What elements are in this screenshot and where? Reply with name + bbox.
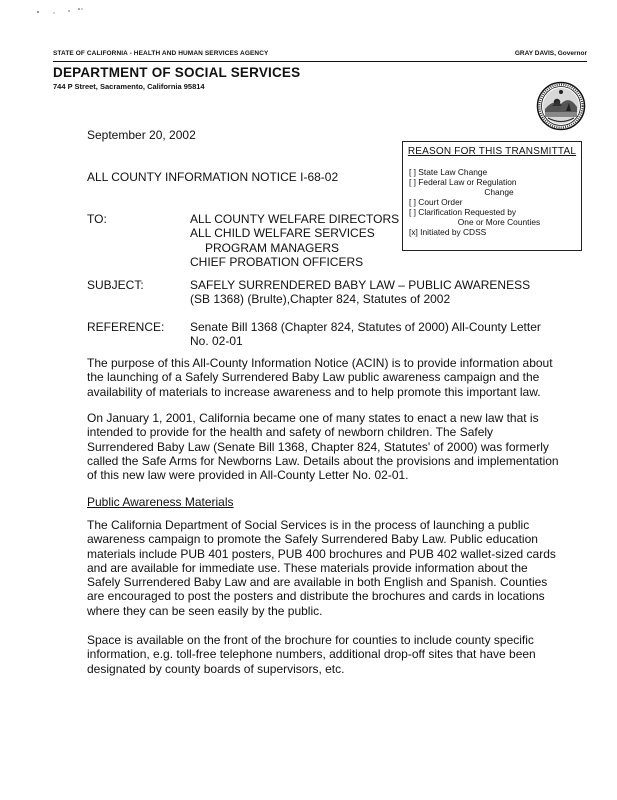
reason-item: [ ] State Law Change: [409, 167, 488, 177]
agency-line: STATE OF CALIFORNIA - HEALTH AND HUMAN SERVICES AGENCY: [53, 50, 269, 57]
body-paragraph: On January 1, 2001, California became one of many states to enact a new law that is intended to provide for the health and safety of newborn children. The Safely Surrendered Baby Law (Senate Bill 1368, Chapter 824, Statutes' of 2000) was formerly called the Safe Arms for Newborns Law. Details about the provisions and implementation of this new law were provided in All-County Letter No. 02-01.: [87, 411, 559, 483]
notice-number: ALL COUNTY INFORMATION NOTICE I-68-02: [87, 170, 339, 184]
recipient: ALL COUNTY WELFARE DIRECTORS: [190, 212, 400, 226]
scan-specks: [36, 4, 106, 16]
letter-date: September 20, 2002: [87, 128, 196, 142]
department-name: DEPARTMENT OF SOCIAL SERVICES: [53, 65, 301, 80]
governor-line: GRAY DAVIS, Governor: [514, 50, 587, 57]
reason-list: [409, 167, 577, 237]
recipient: CHIEF PROBATION OFFICERS: [190, 254, 364, 269]
reason-item-continuation: Change: [484, 187, 514, 197]
subject-label: SUBJECT:: [87, 278, 144, 292]
state-seal-icon: [536, 81, 586, 131]
letterhead-rule: [53, 61, 587, 62]
subject-text: SAFELY SURRENDERED BABY LAW – PUBLIC AWARENESS (SB 1368) (Brulte),Chapter 824, Statutes of 2002: [190, 278, 531, 307]
body-paragraph: Space is available on the front of the brochure for counties to include county specific information, e.g. toll-free telephone numbers, additional drop-off sites that have been designated by county boards of supervisors, etc.: [87, 633, 536, 676]
reason-item: [ ] Court Order: [409, 197, 463, 207]
body-paragraph: The California Department of Social Services is in the process of launching a public awareness campaign to promote the Safely Surrendered Baby Law. Public education materials include PUB 401 posters, PUB 400 brochures and PUB 402 wallet-sized cards and are available for immediate use. These materials provide information about the Safely Surrendered Baby Law and are available in both English and Spanish. Counties are encouraged to post the posters and distribute the brochures and cards in locations where they can be seen easily by the public.: [87, 518, 556, 618]
recipient: ALL CHILD WELFARE SERVICES: [190, 226, 375, 241]
recipient-list: [190, 212, 399, 269]
to-label: TO:: [87, 212, 107, 226]
department-address: 744 P Street, Sacramento, California 95814: [53, 82, 205, 91]
reason-for-transmittal-box: [402, 141, 582, 251]
reference-label: REFERENCE:: [87, 320, 165, 334]
reference-text: Senate Bill 1368 (Chapter 824, Statutes of 2000) All-County Letter No. 02-01: [190, 320, 541, 349]
recipient: PROGRAM MANAGERS: [205, 240, 340, 255]
reason-item-continuation: One or More Counties: [457, 217, 541, 227]
reason-box-title: REASON FOR THIS TRANSMITTAL: [407, 146, 577, 157]
reason-item: [ ] Clarification Requested by: [409, 207, 517, 217]
reason-item-checked: [x] Initiated by CDSS: [409, 227, 487, 237]
section-heading: Public Awareness Materials: [87, 495, 234, 509]
body-paragraph: The purpose of this All-County Information Notice (ACIN) is to provide information about the launching of a Safely Surrendered Baby Law public awareness campaign and the availability of materials to increase awareness and to help promote this important law.: [87, 356, 553, 399]
reason-item: [ ] Federal Law or Regulation: [409, 177, 517, 187]
